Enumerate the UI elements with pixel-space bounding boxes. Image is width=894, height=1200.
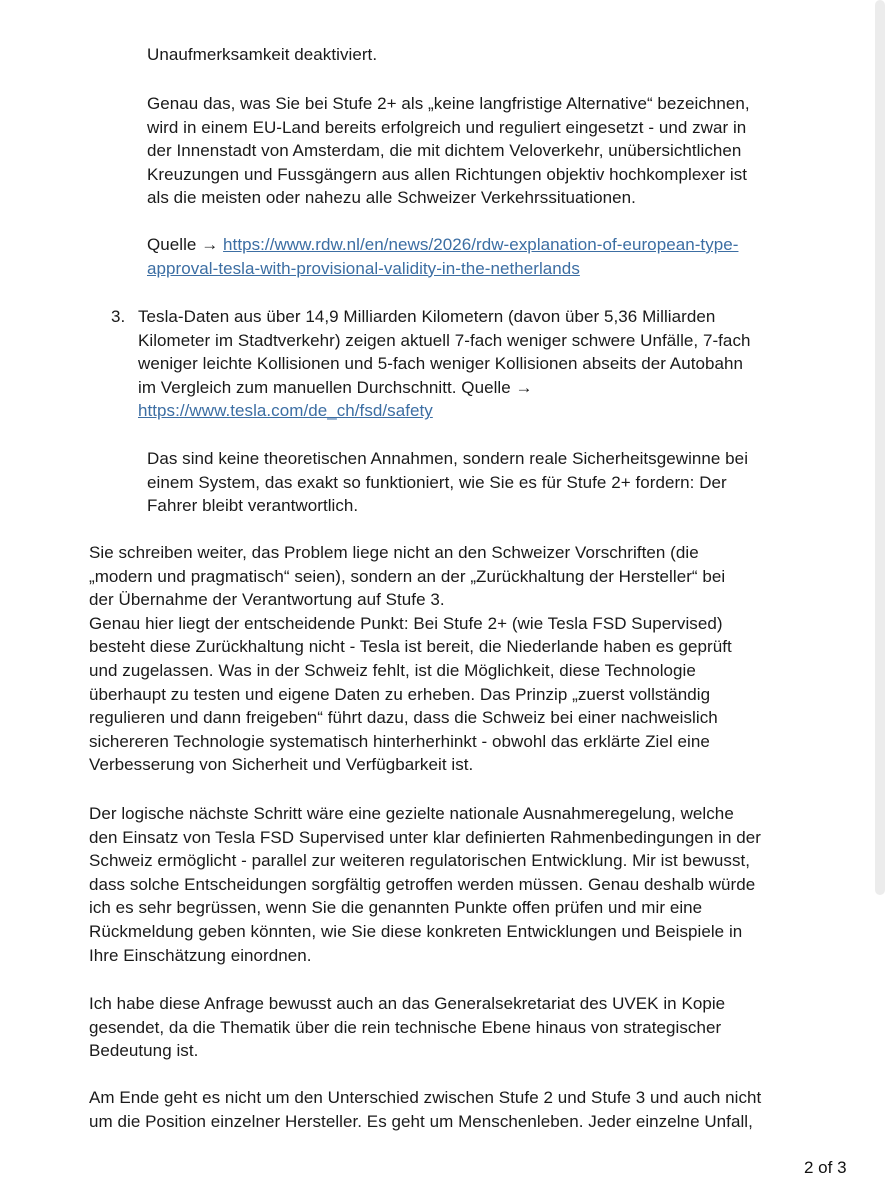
text-line: Kilometer im Stadtverkehr) zeigen aktuell 7-fach weniger schwere Unfälle, 7-fach — [138, 330, 751, 350]
text-line: Der logische nächste Schritt wäre eine gezielte nationale Ausnahmeregelung, welche — [89, 804, 734, 823]
text-line: Genau das, was Sie bei Stufe 2+ als „keine langfristige Alternative“ bezeichnen, — [147, 94, 750, 113]
rdw-source-link-continued[interactable]: approval-tesla-with-provisional-validity-in-the-netherlands — [147, 258, 580, 278]
text-line: dass solche Entscheidungen sorgfältig getroffen werden müssen. Genau deshalb würde — [89, 874, 756, 894]
exemption-paragraph — [89, 802, 761, 967]
uvek-paragraph — [89, 992, 725, 1063]
text-line: der Übernahme der Verantwortung auf Stufe 3. — [89, 590, 445, 610]
rdw-source — [147, 233, 738, 280]
text-line: Bedeutung ist. — [89, 1041, 199, 1061]
text-line: als die meisten oder nahezu alle Schweizer Verkehrssituationen. — [147, 188, 636, 208]
text-line: Schweiz ermöglicht - parallel zur weiteren regulatorischen Entwicklung. Mir ist bewusst, — [89, 851, 751, 871]
safety-gains-paragraph — [147, 447, 748, 518]
text-line: Rückmeldung geben könnten, wie Sie diese konkreten Entwicklungen und Beispiele in — [89, 921, 743, 941]
amsterdam-paragraph — [147, 92, 750, 210]
text-line: wird in einem EU-Land bereits erfolgreich und reguliert eingesetzt - und zwar in — [147, 117, 747, 137]
text-line: weniger leichte Kollisionen und 5-fach weniger Kollisionen abseits der Autobahn — [138, 354, 744, 374]
text-line: Kreuzungen und Fussgängern aus allen Richtungen objektiv hochkomplexer ist — [147, 164, 748, 184]
text-line: einem System, das exakt so funktioniert, wie Sie es für Stufe 2+ fordern: Der — [147, 472, 727, 492]
text-line: überhaupt zu testen und eigene Daten zu erheben. Das Prinzip „zuerst vollständig — [89, 684, 711, 704]
text-line: Verbesserung von Sicherheit und Verfügbarkeit ist. — [89, 755, 474, 775]
list-item-3 — [138, 305, 751, 423]
text-line: Tesla-Daten aus über 14,9 Milliarden Kilometern (davon über 5,36 Milliarden — [138, 307, 716, 326]
text-line: gesendet, da die Thematik über die rein technische Ebene hinaus von strategischer — [89, 1017, 722, 1037]
text-line: der Innenstadt von Amsterdam, die mit dichtem Veloverkehr, unübersichtlichen — [147, 141, 742, 161]
text-line: sichereren Technologie systematisch hinterherhinkt - obwohl das erklärte Ziel eine — [89, 731, 710, 751]
text-line: Ihre Einschätzung einordnen. — [89, 945, 312, 965]
text-line: besteht diese Zurückhaltung nicht - Tesla ist bereit, die Niederlande haben es geprüft — [89, 637, 732, 657]
text-line: Das sind keine theoretischen Annahmen, sondern reale Sicherheitsgewinne bei — [147, 449, 749, 468]
text-line: um die Position einzelner Hersteller. Es geht um Menschenleben. Jeder einzelne Unfall, — [89, 1111, 753, 1131]
text-line: den Einsatz von Tesla FSD Supervised unter klar definierten Rahmenbedingungen in der — [89, 827, 762, 847]
regulation-paragraph — [89, 541, 732, 777]
list-number: 3. — [111, 307, 126, 326]
text-line: Genau hier liegt der entscheidende Punkt: Bei Stufe 2+ (wie Tesla FSD Supervised) — [89, 613, 723, 633]
text-line: und zugelassen. Was in der Schweiz fehlt, ist die Möglichkeit, diese Technologie — [89, 660, 696, 680]
rdw-source-link[interactable]: https://www.rdw.nl/en/news/2026/rdw-explanation-of-european-type- — [223, 235, 739, 254]
continued-text — [147, 43, 377, 67]
text-line: ich es sehr begrüssen, wenn Sie die genannten Punkte offen prüfen und mir eine — [89, 898, 703, 918]
tesla-safety-link[interactable]: https://www.tesla.com/de_ch/fsd/safety — [138, 401, 433, 421]
vertical-scrollbar[interactable] — [874, 0, 886, 1200]
closing-paragraph — [89, 1086, 761, 1133]
scrollbar-thumb[interactable] — [875, 0, 885, 895]
text-line: regulieren und dann freigeben“ führt dazu, dass die Schweiz bei einer nachweislich — [89, 708, 718, 728]
text-line: Fahrer bleibt verantwortlich. — [147, 496, 359, 516]
text-line: Am Ende geht es nicht um den Unterschied zwischen Stufe 2 und Stufe 3 und auch nicht — [89, 1088, 762, 1107]
source-line — [147, 233, 738, 257]
source-label: Quelle → — [147, 235, 224, 254]
text-line: Ich habe diese Anfrage bewusst auch an das Generalsekretariat des UVEK in Kopie — [89, 994, 726, 1013]
page-counter: 2 of 3 — [804, 1158, 847, 1177]
text-line: im Vergleich zum manuellen Durchschnitt. Quelle → — [138, 377, 533, 397]
text-line: Sie schreiben weiter, das Problem liege nicht an den Schweizer Vorschriften (die — [89, 543, 699, 562]
text-line: „modern und pragmatisch“ seien), sondern an der „Zurückhaltung der Hersteller“ bei — [89, 566, 726, 586]
text-line: Unaufmerksamkeit deaktiviert. — [147, 45, 378, 64]
